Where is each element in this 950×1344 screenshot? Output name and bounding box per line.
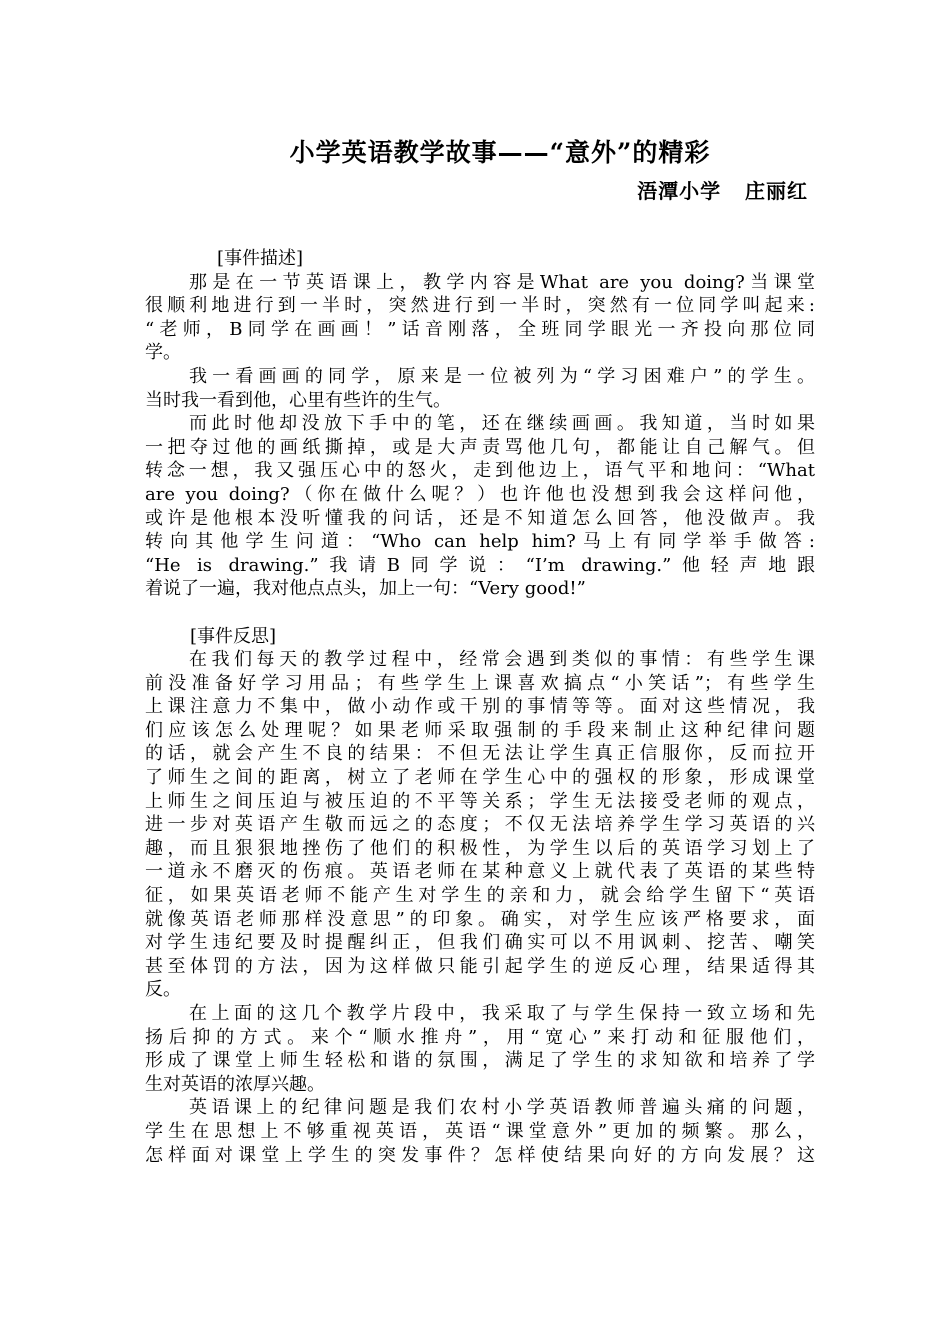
text-line: 上课注意力不集中，做小动作或干别的事情等等。面对这些情况，我 (145, 696, 815, 718)
text-line: 反。 (145, 979, 181, 1001)
text-line: 上师生之间压迫与被压迫的不平等关系；学生无法接受老师的观点， (145, 790, 815, 812)
paragraph-spacer (145, 601, 815, 625)
text-line: 很顺利地进行到一半时，突然进行到一半时，突然有一位同学叫起来: (145, 295, 815, 317)
text-line: 一把夺过他的画纸撕掉，或是大声责骂他几句，都能让自己解气。但 (145, 436, 815, 458)
text-line: 学。 (145, 342, 181, 364)
text-line: 英语课上的纪律问题是我们农村小学英语教师普遍头痛的问题， (189, 1097, 815, 1119)
document-title: 小学英语教学故事——“意外”的精彩 (289, 138, 711, 167)
document-body (145, 247, 815, 1167)
text-line: 们应该怎么处理呢？如果老师采取强制的手段来制止这种纪律问题 (145, 719, 815, 741)
text-line: 形成了课堂上师生轻松和谐的氛围，满足了学生的求知欲和培养了学 (145, 1050, 815, 1072)
text-line: 转向其他学生问道：“Who can help him?马上有同学举手做答: (145, 531, 815, 553)
text-line: 扬后抑的方式。来个“顺水推舟”，用“宽心”来打动和征服他们， (145, 1026, 815, 1048)
text-line: 前没准备好学习用品；有些学生上课喜欢搞点“小笑话”；有些学生 (145, 672, 815, 694)
text-line: 就像英语老师那样没意思”的印象。确实，对学生应该严格要求，面 (145, 908, 815, 930)
text-line: 的话，就会产生不良的结果：不但无法让学生真正信服你，反而拉开 (145, 743, 815, 765)
section-reflection-text (145, 648, 815, 1167)
text-line: 征，如果英语老师不能产生对学生的亲和力，就会给学生留下“英语 (145, 885, 815, 907)
text-line: 对学生违纪要及时提醒纠正，但我们确实可以不用讽刺、挖苦、嘲笑 (145, 932, 815, 954)
text-line: “He is drawing.”我请B同学说：“I’m drawing.”他轻声地跟 (145, 554, 815, 576)
text-line: 着说了一遍，我对他点点头，加上一句：“Very good!” (145, 578, 586, 600)
text-line: 转念一想，我又强压心中的怒火，走到他边上，语气平和地问：“What (145, 460, 815, 482)
text-line: 当时我一看到他，心里有些许的生气。 (145, 389, 451, 411)
text-line: 进一步对英语产生敬而远之的态度；不仅无法培养学生学习英语的兴 (145, 814, 815, 836)
text-line: are you doing?（你在做什么呢？）也许他也没想到我会这样问他， (145, 483, 815, 505)
text-line: 生对英语的浓厚兴趣。 (145, 1073, 325, 1095)
text-line: 一道永不磨灭的伤痕。英语老师在某种意义上就代表了英语的某些特 (145, 861, 815, 883)
text-line: 甚至体罚的方法，因为这样做只能引起学生的逆反心理，结果适得其 (145, 955, 815, 977)
text-line: 趣，而且狠狠地挫伤了他们的积极性，为学生以后的英语学习划上了 (145, 837, 815, 859)
text-line: “老师，B同学在画画！”话音刚落，全班同学眼光一齐投向那位同 (145, 318, 815, 340)
text-line: 了师生之间的距离，树立了老师在学生心中的强权的形象，形成课堂 (145, 767, 815, 789)
text-line: 在我们每天的教学过程中，经常会遇到类似的事情：有些学生课 (189, 649, 815, 671)
text-line: 或许是他根本没听懂我的问话，还是不知道怎么回答，他没做声。我 (145, 507, 815, 529)
text-line: 在上面的这几个教学片段中，我采取了与学生保持一致立场和先 (189, 1003, 815, 1024)
text-line: 学生在思想上不够重视英语，英语“课堂意外”更加的频繁。那么， (145, 1120, 815, 1142)
author-line: 浯潭小学 庄丽红 (637, 179, 808, 203)
section-description-text (145, 271, 815, 601)
section-heading-description: [事件描述] (217, 248, 304, 269)
text-line: 怎样面对课堂上学生的突发事件？怎样使结果向好的方向发展？这 (145, 1144, 815, 1166)
text-line: 我一看画画的同学，原来是一位被列为“学习困难户”的学生。 (189, 365, 815, 387)
section-heading-reflection: [事件反思] (190, 625, 277, 647)
text-line: 那是在一节英语课上，教学内容是What are you doing?当课堂 (189, 271, 815, 293)
text-line: 而此时他却没放下手中的笔，还在继续画画。我知道，当时如果 (189, 413, 815, 435)
